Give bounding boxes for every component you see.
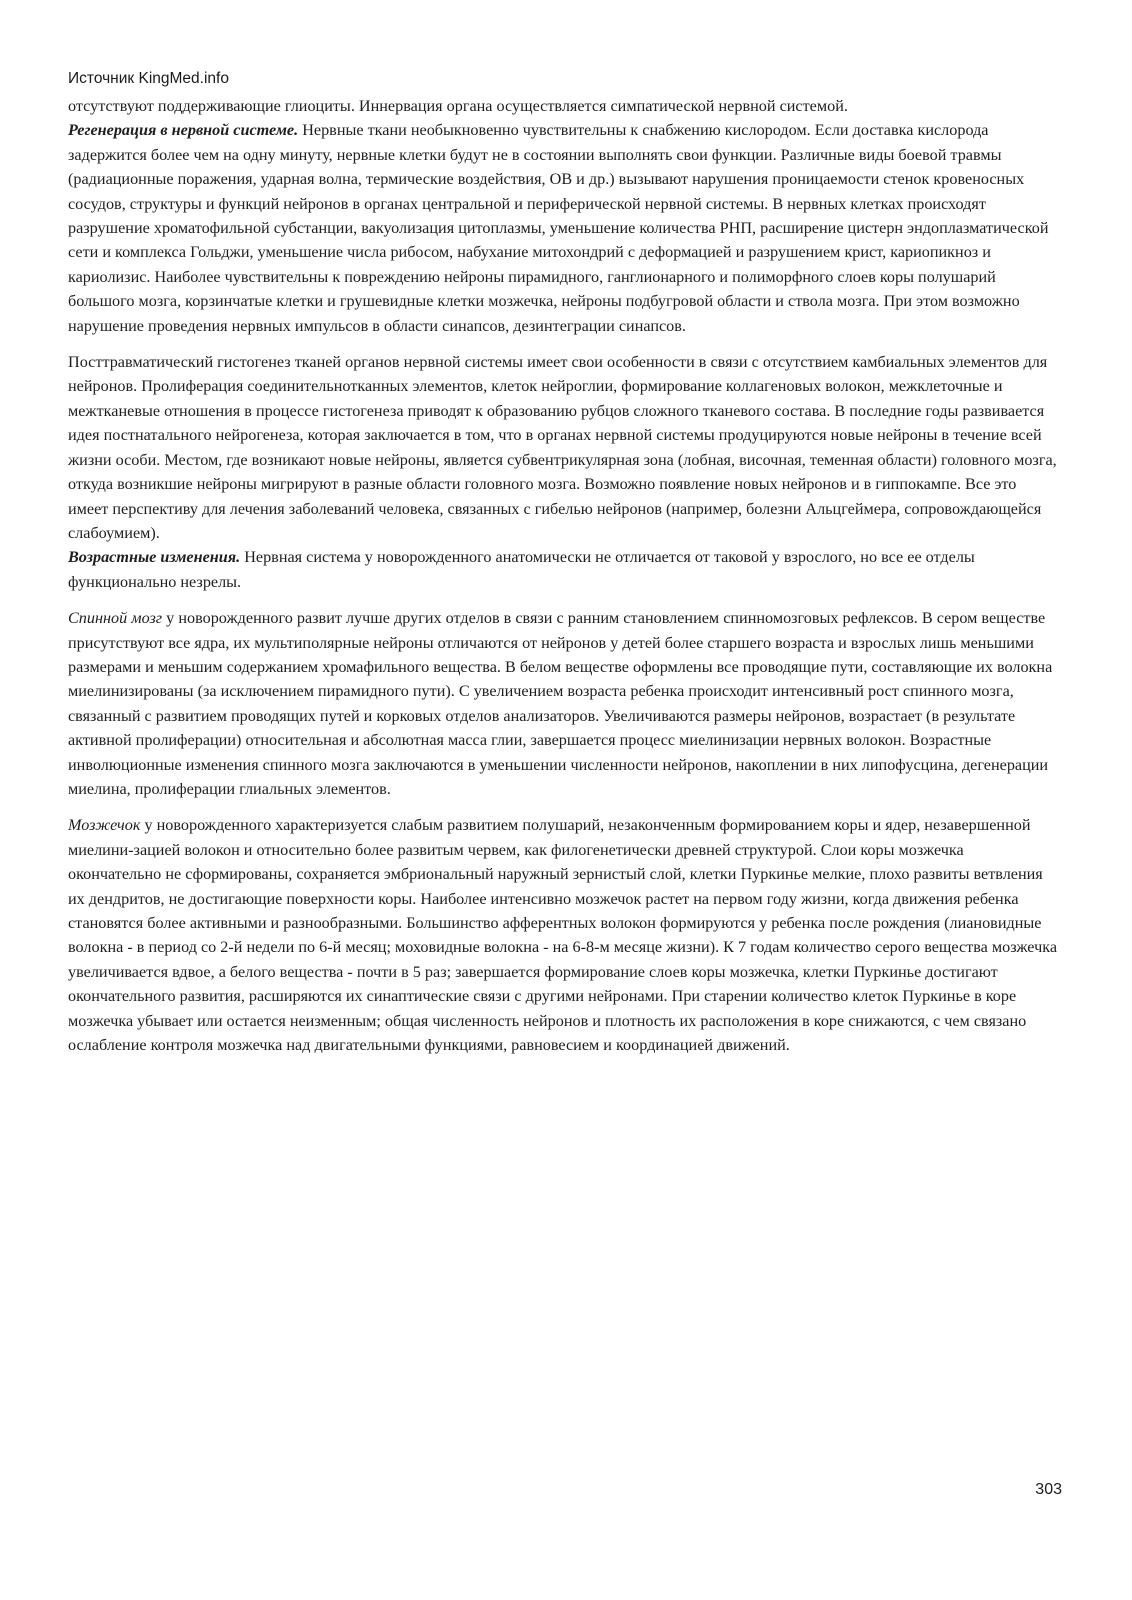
paragraph-posttraumatic-histogenesis [68, 350, 1058, 545]
paragraph-text: Нервная система у новорожденного анатомически не отличается от таковой у взрослого, но все ее отделы функционально незрелы. [68, 548, 975, 591]
paragraph-intro-continuation [68, 94, 1058, 118]
document-body [68, 94, 1058, 1057]
paragraph-text: отсутствуют поддерживающие глиоциты. Иннервация органа осуществляется симпатической нервной системой. [68, 97, 848, 115]
term-spinal-cord: Спинной мозг [68, 609, 163, 628]
term-cerebellum: Мозжечок [68, 816, 141, 835]
paragraph-text: Нервные ткани необыкновенно чувствительны к снабжению кислородом. Если доставка кислорода задержится более чем на одну минуту, нервные клетки будут не в состоянии выполнять свои функции. Различные виды боевой травмы (радиационные поражения, ударная волна, термические воздействия, ОВ и др.) вызывают нарушения проницаемости стенок кровеносных сосудов, структуры и функций нейронов в органах центральной и периферической нервной системы. В нервных клетках происходят разрушение хроматофильной субстанции, вакуолизация цитоплазмы, уменьшение количества РНП, расширение цистерн эндоплазматической сети и комплекса Гольджи, уменьшение числа рибосом, набухание митохондрий с деформацией и разрушением крист, кариопикноз и кариолизис. Наиболее чувствительны к повреждению нейроны пирамидного, ганглионарного и полиморфного слоев коры полушарий большого мозга, корзинчатые клетки и грушевидные клетки мозжечка, нейроны подбугровой области и ствола мозга. При этом возможно нарушение проведения нервных импульсов в области синапсов, дезинтеграции синапсов. [68, 121, 1049, 335]
paragraph-regeneration [68, 118, 1058, 338]
section-heading-regeneration: Регенерация в нервной системе. [68, 121, 299, 140]
paragraph-text: у новорожденного развит лучше других отделов в связи с ранним становлением спинномозговых рефлексов. В сером веществе присутствуют все ядра, их мультиполярные нейроны отличаются от нейронов у детей более старшего возраста и взрослых лишь меньшими размерами и меньшим содержанием хромафильного вещества. В белом веществе оформлены все проводящие пути, составляющие их волокна миелинизированы (за исключением пирамидного пути). С увеличением возраста ребенка происходит интенсивный рост спинного мозга, связанный с развитием проводящих путей и корковых отделов анализаторов. Увеличиваются размеры нейронов, возрастает (в результате активной пролиферации) относительная и абсолютная масса глии, завершается процесс миелинизации нервных волокон. Возрастные инволюционные изменения спинного мозга заключаются в уменьшении численности нейронов, накоплении в них липофусцина, дегенерации миелина, пролиферации глиальных элементов. [68, 609, 1053, 798]
paragraph-cerebellum [68, 813, 1058, 1057]
paragraph-text: у новорожденного характеризуется слабым развитием полушарий, незаконченным формированием коры и ядер, незавершенной миелини-зацией волокон и относительно более развитым червем, как филогенетически древней структурой. Слои коры мозжечка окончательно не сформированы, сохраняется эмбриональный наружный зернистый слой, клетки Пуркинье мелкие, плохо развиты ветвления их дендритов, не достигающие поверхности коры. Наиболее интенсивно мозжечок растет на первом году жизни, когда движения ребенка становятся более активными и разнообразными. Большинство афферентных волокон формируются у ребенка после рождения (лиановидные волокна - в период со 2-й недели по 6-й месяц; моховидные волокна - на 6-8-м месяце жизни). К 7 годам количество серого вещества мозжечка увеличивается вдвое, а белого вещества - почти в 5 раз; завершается формирование слоев коры мозжечка, клетки Пуркинье достигают окончательного развития, расширяются их синаптические связи с другими нейронами. При старении количество клеток Пуркинье в коре мозжечка убывает или остается неизменным; общая численность нейронов и плотность их расположения в коре снижаются, с чем связано ослабление контроля мозжечка над двигательными функциями, равновесием и координацией движений. [68, 816, 1058, 1055]
source-header: Источник KingMed.info [68, 70, 229, 87]
paragraph-spinal-cord [68, 606, 1058, 801]
section-heading-age-changes: Возрастные изменения. [68, 548, 241, 567]
paragraph-text: Посттравматический гистогенез тканей органов нервной системы имеет свои особенности в связи с отсутствием камбиальных элементов для нейронов. Пролиферация соединительнотканных элементов, клеток нейроглии, формирование коллагеновых волокон, межклеточные и межтканевые отношения в процессе гистогенеза приводят к образованию рубцов сложного тканевого состава. В последние годы развивается идея постнатального нейрогенеза, которая заключается в том, что в органах нервной системы продуцируются новые нейроны в течение всей жизни особи. Местом, где возникают новые нейроны, является субвентрикулярная зона (лобная, височная, теменная области) головного мозга, откуда возникшие нейроны мигрируют в разные области головного мозга. Возможно появление новых нейронов и в гиппокампе. Все это имеет перспективу для лечения заболеваний человека, связанных с гибелью нейронов (например, болезни Альцгеймера, сопровождающейся слабоумием). [68, 353, 1057, 542]
paragraph-age-changes [68, 545, 1058, 594]
page-number: 303 [1035, 1481, 1062, 1498]
